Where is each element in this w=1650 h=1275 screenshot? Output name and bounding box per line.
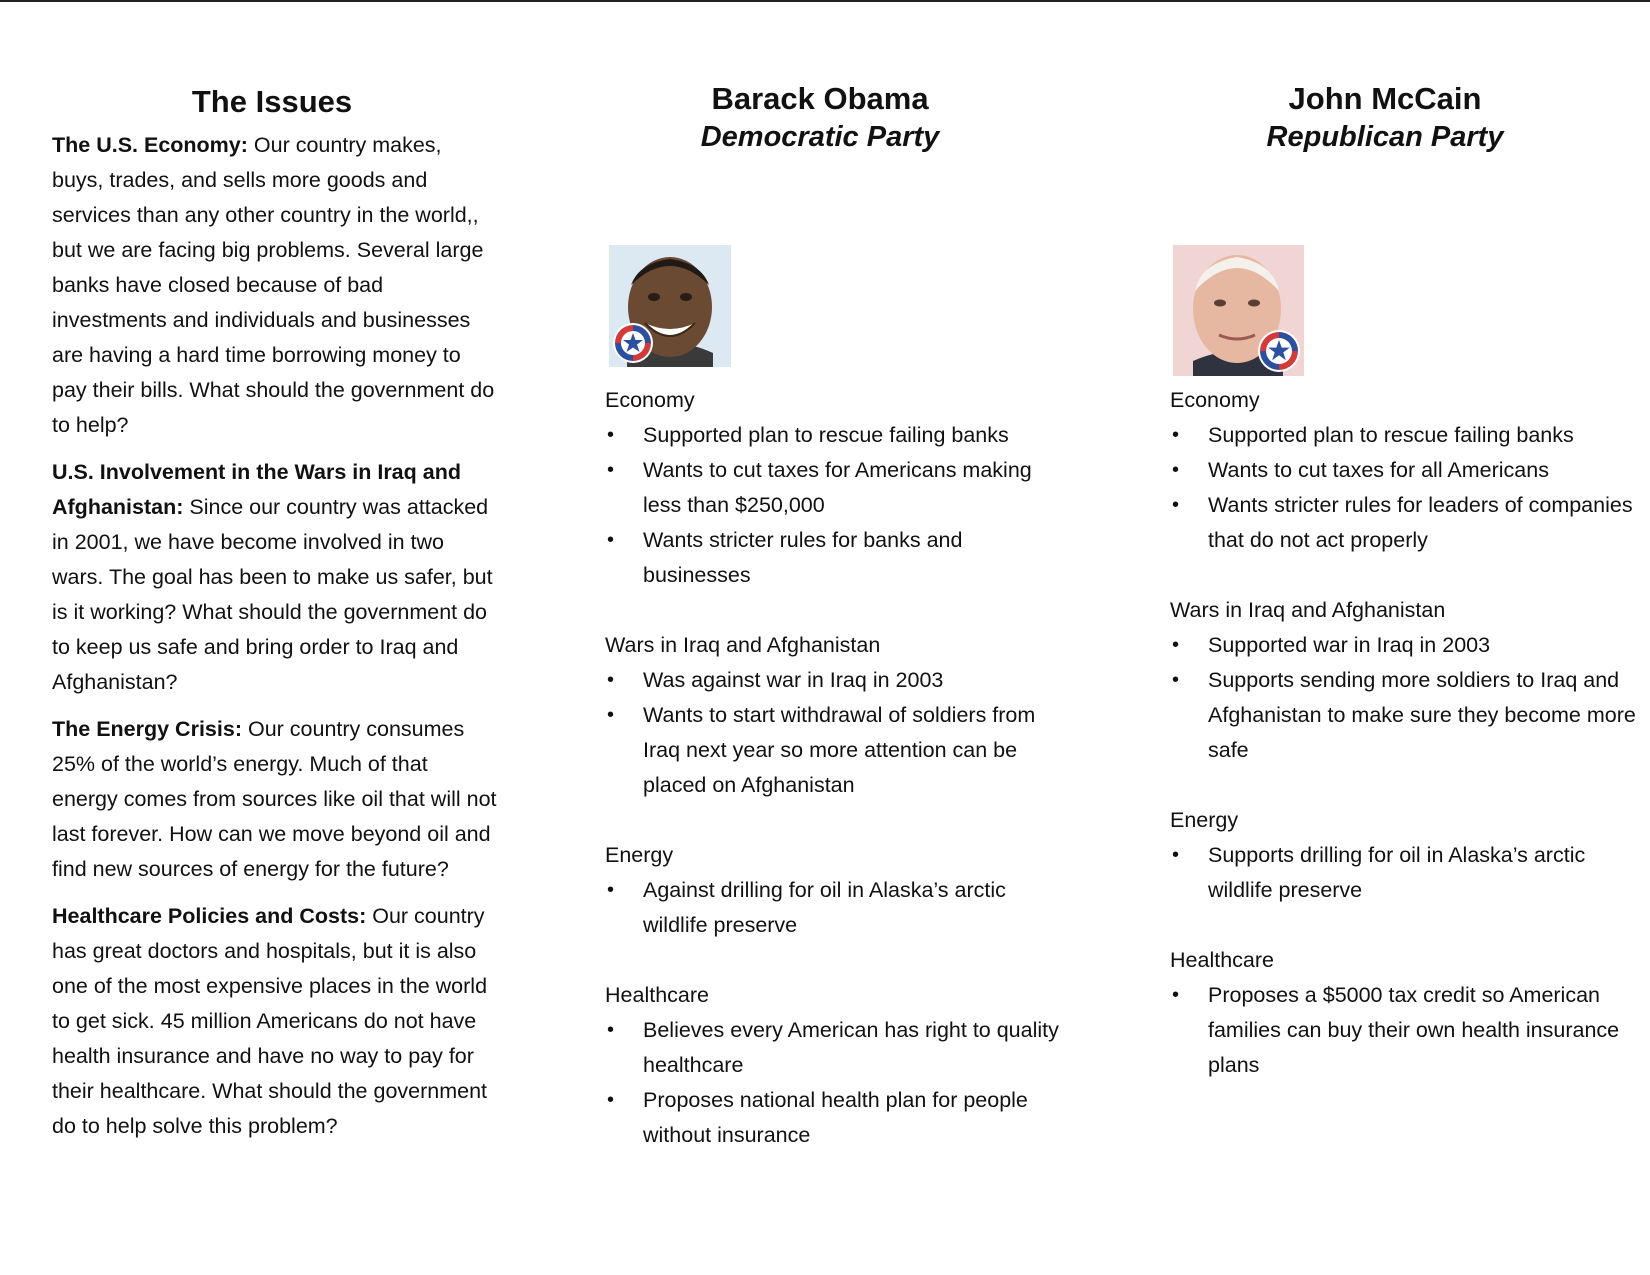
position-item: • Was against war in Iraq in 2003 bbox=[605, 663, 1075, 698]
section-heading: Energy bbox=[605, 843, 674, 867]
section-heading: Energy bbox=[1170, 808, 1239, 832]
position-section-economy bbox=[605, 383, 1075, 593]
issue-energy bbox=[52, 712, 497, 887]
issue-heading: Healthcare Policies and Costs: bbox=[52, 904, 367, 928]
position-list bbox=[1170, 838, 1640, 908]
position-item: • Supported plan to rescue failing banks bbox=[605, 418, 1075, 453]
position-item: • Supported war in Iraq in 2003 bbox=[1170, 628, 1640, 663]
position-list bbox=[605, 418, 1075, 593]
issue-economy bbox=[52, 128, 497, 443]
position-item: • Supports sending more soldiers to Iraq and Afghanistan to make sure they become more safe bbox=[1170, 663, 1640, 768]
position-section-wars bbox=[1170, 593, 1640, 768]
position-item: • Supported plan to rescue failing banks bbox=[1170, 418, 1640, 453]
candidate-positions bbox=[1170, 383, 1640, 1118]
star-badge-icon bbox=[613, 323, 653, 363]
issue-heading: U.S. Involvement in the Wars in Iraq and Afghanistan: bbox=[52, 460, 461, 519]
top-border-line bbox=[0, 0, 1650, 2]
issue-heading: The U.S. Economy: bbox=[52, 133, 248, 157]
candidate-positions bbox=[605, 383, 1075, 1188]
position-section-energy bbox=[605, 838, 1075, 943]
position-item: • Wants stricter rules for banks and businesses bbox=[605, 523, 1075, 593]
position-section-healthcare bbox=[605, 978, 1075, 1153]
candidate-name: Barack Obama bbox=[711, 81, 929, 116]
candidate-name: John McCain bbox=[1288, 81, 1482, 116]
position-section-healthcare bbox=[1170, 943, 1640, 1083]
issue-text: Our country has great doctors and hospitals, but it is also one of the most expensive places in the world to get sick. 45 million Americans do not have health insurance and have no way to pay for their healthcare. What should the government do to help solve this problem? bbox=[52, 904, 488, 1138]
issue-text: Our country consumes 25% of the world’s energy. Much of that energy comes from sources like oil that will not last forever. How can we move beyond oil and find new sources of energy for the future? bbox=[52, 717, 497, 881]
section-heading: Economy bbox=[605, 388, 695, 412]
position-list bbox=[605, 873, 1075, 943]
position-section-wars bbox=[605, 628, 1075, 803]
position-list bbox=[1170, 628, 1640, 768]
section-heading: Economy bbox=[1170, 388, 1260, 412]
position-item: • Proposes national health plan for people without insurance bbox=[605, 1083, 1075, 1153]
position-item: • Wants to cut taxes for all Americans bbox=[1170, 453, 1640, 488]
position-list bbox=[1170, 978, 1640, 1083]
position-section-economy bbox=[1170, 383, 1640, 558]
position-item: • Against drilling for oil in Alaska’s arctic wildlife preserve bbox=[605, 873, 1075, 943]
position-item: • Proposes a $5000 tax credit so American families can buy their own health insurance plans bbox=[1170, 978, 1640, 1083]
section-heading: Healthcare bbox=[605, 983, 709, 1007]
position-list bbox=[605, 1013, 1075, 1153]
issues-title: The Issues bbox=[191, 84, 353, 119]
candidate-photo bbox=[609, 245, 731, 367]
candidate-header bbox=[605, 80, 1035, 156]
position-item: • Believes every American has right to quality healthcare bbox=[605, 1013, 1075, 1083]
position-item: • Wants to cut taxes for Americans making less than $250,000 bbox=[605, 453, 1075, 523]
position-item: • Wants to start withdrawal of soldiers from Iraq next year so more attention can be placed on Afghanistan bbox=[605, 698, 1075, 803]
issue-text: Our country makes, buys, trades, and sells more goods and services than any other country in the world,, but we are facing big problems. Several large banks have closed because of bad investments and individuals and businesses are having a hard time borrowing money to pay their bills. What should the government do to help? bbox=[52, 133, 495, 437]
candidate-header bbox=[1145, 80, 1625, 156]
candidate-party: Republican Party bbox=[1266, 121, 1504, 153]
candidate-photo bbox=[1173, 245, 1304, 376]
issues-list bbox=[52, 128, 497, 1156]
issue-wars bbox=[52, 455, 497, 700]
issue-healthcare bbox=[52, 899, 497, 1144]
section-heading: Healthcare bbox=[1170, 948, 1274, 972]
section-heading: Wars in Iraq and Afghanistan bbox=[605, 633, 881, 657]
candidate-party: Democratic Party bbox=[700, 121, 940, 153]
position-section-energy bbox=[1170, 803, 1640, 908]
position-list bbox=[605, 663, 1075, 803]
star-badge-icon bbox=[1258, 330, 1300, 372]
issue-text: Since our country was attacked in 2001, we have become involved in two wars. The goal has been to make us safer, but is it working? What should the government do to keep us safe and bring order to Iraq and Afghanistan? bbox=[52, 495, 493, 694]
section-heading: Wars in Iraq and Afghanistan bbox=[1170, 598, 1446, 622]
position-list bbox=[1170, 418, 1640, 558]
position-item: • Wants stricter rules for leaders of companies that do not act properly bbox=[1170, 488, 1640, 558]
issue-heading: The Energy Crisis: bbox=[52, 717, 242, 741]
position-item: • Supports drilling for oil in Alaska’s arctic wildlife preserve bbox=[1170, 838, 1640, 908]
